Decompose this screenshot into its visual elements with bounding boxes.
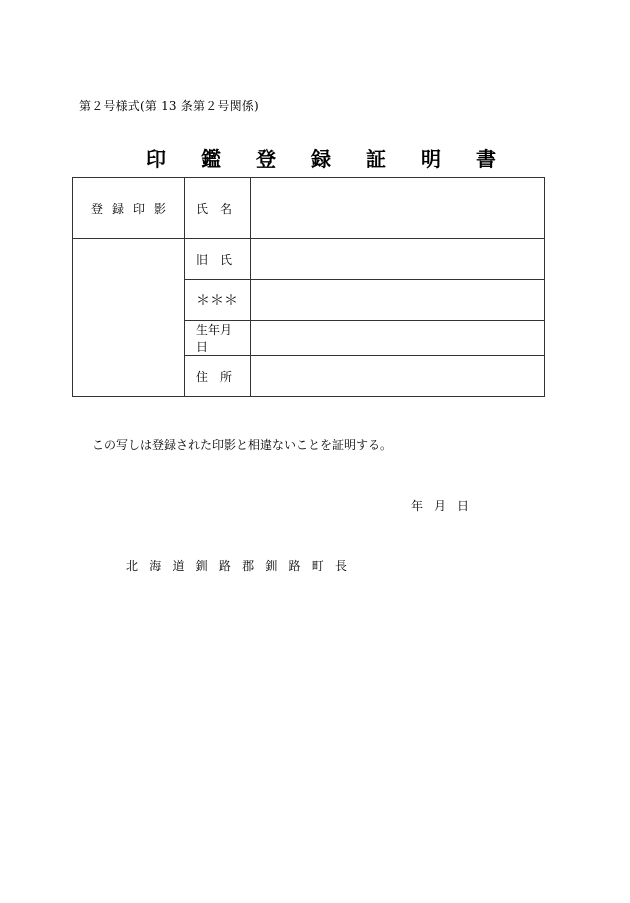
issuer-signature-line: 北 海 道 釧 路 郡 釧 路 町 長	[126, 559, 347, 573]
former-name-label-cell	[185, 239, 251, 280]
name-label: 氏 名	[196, 201, 232, 216]
former-name-label: 旧 氏	[196, 252, 232, 267]
address-label-cell	[185, 356, 251, 397]
title-char: 書	[476, 147, 496, 171]
table-row	[73, 239, 545, 280]
date-line	[411, 497, 469, 514]
table-row	[73, 178, 545, 239]
address-value-cell[interactable]	[251, 356, 545, 397]
name-label-cell	[185, 178, 251, 239]
masked-value-cell[interactable]	[251, 280, 545, 321]
date-year-char: 年	[411, 499, 424, 513]
birthdate-value-cell[interactable]	[251, 321, 545, 356]
certification-statement: この写しは登録された印影と相違ないことを証明する。	[92, 438, 393, 452]
form-number: 第２号様式(第 13 条第２号関係)	[79, 99, 259, 113]
birthdate-label-cell	[185, 321, 251, 356]
title-char: 録	[311, 147, 331, 171]
title-char: 鑑	[201, 147, 221, 171]
former-name-value-cell[interactable]	[251, 239, 545, 280]
date-day-char: 日	[456, 499, 469, 513]
name-value-cell[interactable]	[251, 178, 545, 239]
title-char: 明	[421, 147, 441, 171]
stamp-header: 登 録 印 影	[90, 201, 167, 216]
masked-label-cell	[185, 280, 251, 321]
masked-label: ＊ ＊ ＊	[196, 293, 238, 309]
address-label: 住 所	[196, 369, 232, 384]
title-char: 印	[146, 147, 166, 171]
stamp-header-cell	[73, 178, 185, 239]
title-char: 登	[256, 147, 276, 171]
date-month-char: 月	[433, 499, 446, 513]
document-title	[146, 143, 496, 172]
registration-table	[72, 177, 545, 397]
birthdate-label: 生年月日	[196, 323, 233, 354]
stamp-impression-area	[73, 239, 185, 397]
title-char: 証	[366, 147, 386, 171]
